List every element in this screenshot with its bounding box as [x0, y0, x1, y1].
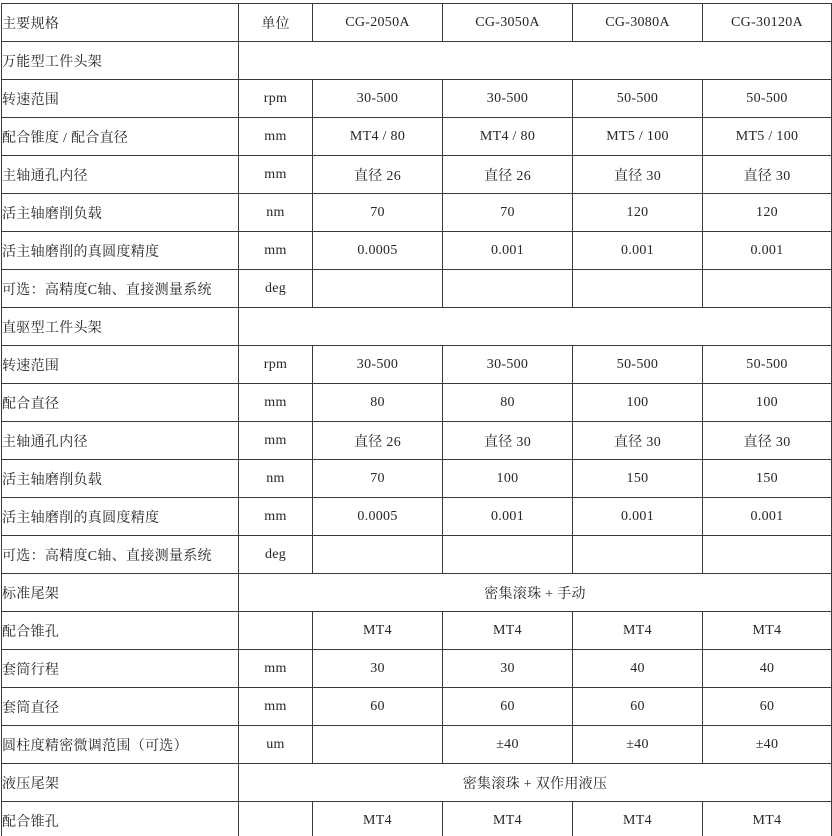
table-row — [2, 346, 832, 384]
value-cell: ±40 — [703, 726, 832, 764]
section-label: 液压尾架 — [2, 764, 239, 802]
table-row — [2, 460, 832, 498]
value-cell: 0.001 — [703, 498, 832, 536]
value-cell: 70 — [313, 194, 443, 232]
section-row — [2, 42, 832, 80]
table-row — [2, 156, 832, 194]
value-cell: ±40 — [573, 726, 703, 764]
table-row — [2, 80, 832, 118]
column-header: CG-30120A — [703, 4, 832, 42]
value-cell: 直径 26 — [313, 156, 443, 194]
table-row — [2, 118, 832, 156]
value-cell: MT4 / 80 — [443, 118, 573, 156]
value-cell: 150 — [703, 460, 832, 498]
section-label: 万能型工件头架 — [2, 42, 239, 80]
row-label: 可选：高精度C轴、直接测量系统 — [2, 270, 239, 308]
value-cell: 150 — [573, 460, 703, 498]
value-cell — [573, 536, 703, 574]
row-label: 转速范围 — [2, 346, 239, 384]
section-label: 标准尾架 — [2, 574, 239, 612]
row-label: 套筒行程 — [2, 650, 239, 688]
value-cell: 100 — [573, 384, 703, 422]
value-cell: 0.001 — [573, 498, 703, 536]
value-cell: MT4 / 80 — [313, 118, 443, 156]
value-cell — [703, 270, 832, 308]
value-cell: MT4 — [313, 802, 443, 836]
unit-cell: mm — [239, 232, 313, 270]
value-cell: MT4 — [573, 612, 703, 650]
column-header: CG-2050A — [313, 4, 443, 42]
row-label: 配合锥孔 — [2, 802, 239, 836]
value-cell: 70 — [443, 194, 573, 232]
table-row — [2, 232, 832, 270]
column-header: CG-3050A — [443, 4, 573, 42]
value-cell: 直径 30 — [573, 422, 703, 460]
unit-cell: mm — [239, 156, 313, 194]
row-label: 套筒直径 — [2, 688, 239, 726]
value-cell: MT4 — [703, 612, 832, 650]
value-cell: MT4 — [313, 612, 443, 650]
unit-cell: mm — [239, 650, 313, 688]
value-cell: 直径 26 — [313, 422, 443, 460]
unit-cell: mm — [239, 688, 313, 726]
unit-cell: mm — [239, 384, 313, 422]
unit-cell: mm — [239, 498, 313, 536]
table-row — [2, 498, 832, 536]
value-cell — [313, 270, 443, 308]
merged-cell: 密集滚珠 + 双作用液压 — [239, 764, 832, 802]
value-cell — [443, 536, 573, 574]
table-row — [2, 726, 832, 764]
value-cell: 60 — [573, 688, 703, 726]
value-cell: 60 — [313, 688, 443, 726]
table-row — [2, 270, 832, 308]
value-cell: 直径 26 — [443, 156, 573, 194]
value-cell: MT5 / 100 — [573, 118, 703, 156]
merged-cell: 密集滚珠 + 手动 — [239, 574, 832, 612]
value-cell: MT4 — [573, 802, 703, 836]
spec-table — [1, 3, 832, 836]
value-cell: MT4 — [703, 802, 832, 836]
value-cell: 直径 30 — [573, 156, 703, 194]
value-cell — [703, 536, 832, 574]
value-cell: 50-500 — [703, 346, 832, 384]
value-cell: 0.001 — [573, 232, 703, 270]
table-row — [2, 422, 832, 460]
value-cell: 直径 30 — [443, 422, 573, 460]
value-cell: 50-500 — [573, 346, 703, 384]
value-cell: 80 — [443, 384, 573, 422]
value-cell: 直径 30 — [703, 156, 832, 194]
row-label: 主轴通孔内径 — [2, 156, 239, 194]
value-cell: 30 — [313, 650, 443, 688]
row-label: 转速范围 — [2, 80, 239, 118]
value-cell: MT4 — [443, 802, 573, 836]
value-cell: 0.001 — [443, 498, 573, 536]
value-cell: 100 — [443, 460, 573, 498]
header-row — [2, 4, 832, 42]
unit-cell: um — [239, 726, 313, 764]
value-cell: MT4 — [443, 612, 573, 650]
value-cell: 0.001 — [443, 232, 573, 270]
section-row — [2, 764, 832, 802]
value-cell: 100 — [703, 384, 832, 422]
value-cell: 40 — [703, 650, 832, 688]
value-cell: 40 — [573, 650, 703, 688]
value-cell: 30-500 — [313, 346, 443, 384]
value-cell: 0.0005 — [313, 232, 443, 270]
value-cell: 30-500 — [443, 346, 573, 384]
row-label: 主轴通孔内径 — [2, 422, 239, 460]
value-cell — [313, 726, 443, 764]
value-cell: 60 — [443, 688, 573, 726]
column-header: 单位 — [239, 4, 313, 42]
unit-cell — [239, 612, 313, 650]
header-spec-label: 主要规格 — [2, 4, 239, 42]
value-cell: 120 — [573, 194, 703, 232]
value-cell: 120 — [703, 194, 832, 232]
table-row — [2, 384, 832, 422]
table-row — [2, 612, 832, 650]
unit-cell: rpm — [239, 346, 313, 384]
unit-cell — [239, 802, 313, 836]
row-label: 圆柱度精密微调范围（可选） — [2, 726, 239, 764]
row-label: 可选：高精度C轴、直接测量系统 — [2, 536, 239, 574]
row-label: 配合锥度 / 配合直径 — [2, 118, 239, 156]
section-row — [2, 574, 832, 612]
table-row — [2, 194, 832, 232]
merged-cell — [239, 308, 832, 346]
unit-cell: deg — [239, 536, 313, 574]
row-label: 配合直径 — [2, 384, 239, 422]
unit-cell: nm — [239, 460, 313, 498]
value-cell: 直径 30 — [703, 422, 832, 460]
value-cell: 30-500 — [313, 80, 443, 118]
unit-cell: mm — [239, 118, 313, 156]
value-cell — [573, 270, 703, 308]
value-cell — [443, 270, 573, 308]
row-label: 活主轴磨削的真圆度精度 — [2, 232, 239, 270]
merged-cell — [239, 42, 832, 80]
row-label: 配合锥孔 — [2, 612, 239, 650]
value-cell: 80 — [313, 384, 443, 422]
value-cell — [313, 536, 443, 574]
row-label: 活主轴磨削的真圆度精度 — [2, 498, 239, 536]
section-row — [2, 308, 832, 346]
unit-cell: mm — [239, 422, 313, 460]
value-cell: ±40 — [443, 726, 573, 764]
table-row — [2, 802, 832, 836]
unit-cell: rpm — [239, 80, 313, 118]
row-label: 活主轴磨削负载 — [2, 460, 239, 498]
unit-cell: deg — [239, 270, 313, 308]
value-cell: 30-500 — [443, 80, 573, 118]
value-cell: 30 — [443, 650, 573, 688]
table-row — [2, 688, 832, 726]
value-cell: 70 — [313, 460, 443, 498]
section-label: 直驱型工件头架 — [2, 308, 239, 346]
spec-table-body — [2, 4, 832, 836]
value-cell: 60 — [703, 688, 832, 726]
value-cell: 50-500 — [703, 80, 832, 118]
row-label: 活主轴磨削负载 — [2, 194, 239, 232]
value-cell: MT5 / 100 — [703, 118, 832, 156]
value-cell: 0.0005 — [313, 498, 443, 536]
value-cell: 0.001 — [703, 232, 832, 270]
column-header: CG-3080A — [573, 4, 703, 42]
table-row — [2, 650, 832, 688]
unit-cell: nm — [239, 194, 313, 232]
value-cell: 50-500 — [573, 80, 703, 118]
table-row — [2, 536, 832, 574]
